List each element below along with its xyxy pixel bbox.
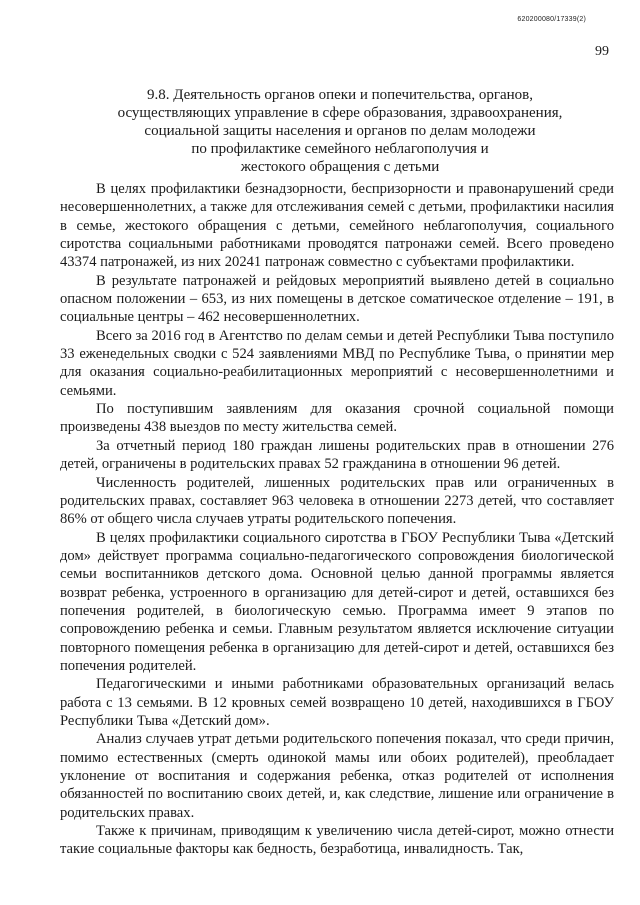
heading-line: жестокого обращения с детьми [240,159,440,175]
paragraph-prevention-patronage: В целях профилактики безнадзорности, беспризорности и правонарушений среди несовершеннолетних, а также для отслеживания семей с детьми, профилактики насилия в семье, жестокого обращения с детьми, семейного неблагополучия, социального сиротства социальными работниками проводятся патронажи семей. Всего проведено 43374 патронажей, из них 20241 патронаж совместно с субъектами профилактики. [60,181,614,271]
paragraph-deprivation-of-rights: За отчетный период 180 граждан лишены родительских прав в отношении 276 детей, ограничены в родительских правах 52 гражданина в отношении 96 детей. [60,437,614,473]
page-number: 99 [595,44,609,59]
paragraph-family-work: Педагогическими и иными работниками образовательных организаций велась работа с 13 семьями. В 12 кровных семей возвращено 10 детей, находившихся в ГБОУ Республики Тыва «Детский дом». [60,676,614,729]
section-heading [60,86,620,176]
paragraph-emergency-visits: По поступившим заявлениям для оказания срочной социальной помощи произведены 438 выездов по месту жительства семей. [60,401,614,436]
body-text [60,180,614,859]
document-code: 620200080/17339(2) [517,16,586,23]
paragraph-agency-reports: Всего за 2016 год в Агентство по делам семьи и детей Республики Тыва поступило 33 еженедельных сводки с 524 заявлениями МВД по Республике Тыва, о принятии мер для оказания социально-реабилитационных мероприятий с несовершеннолетними и семьями. [60,327,614,399]
heading-line: по профилактике семейного неблагополучия и [191,141,489,157]
heading-line: осуществляющих управление в сфере образования, здравоохранения, [117,105,563,121]
paragraph-orphanage-program: В целях профилактики социального сиротства в ГБОУ Республики Тыва «Детский дом» действует программа социально-педагогического сопровождения биологической семьи воспитанников детского дома. Основной целью данной программы является возврат ребенка, устроенного в организацию для детей-сирот и детей, оставшихся без попечения родителей, в биологическую семью. Программа имеет 9 этапов по сопровождению ребенка и семьи. Главным результатом является исключение ситуации повторного помещения ребенка в организацию для детей-сирот и детей, оставшихся без попечения родителей. [60,529,614,674]
paragraph-analysis: Анализ случаев утрат детьми родительского попечения показал, что среди причин, помимо естественных (смерть одинокой мамы или обоих родителей), преобладает уклонение от воспитания и содержания ребенка, отказ родителей от исполнения обязанностей по воспитанию своих детей, и, как следствие, лишение или ограничение в родительских правах. [60,731,614,821]
paragraph-parent-count: Численность родителей, лишенных родительских прав или ограниченных в родительских правах, составляет 963 человека в отношении 2273 детей, что составляет 86% от общего числа случаев утраты родительского попечения. [60,474,614,528]
heading-line: социальной защиты населения и органов по делам молодежи [144,123,536,139]
paragraph-social-factors: Также к причинам, приводящим к увеличению числа детей-сирот, можно отнести такие социальные факторы как бедность, безработица, инвалидность. Так, [60,823,614,858]
paragraph-raid-results: В результате патронажей и рейдовых мероприятий выявлено детей в социально опасном положении – 653, из них помещены в детское соматическое отделение – 191, в социальные центры – 462 несовершеннолетних. [60,272,614,326]
heading-line: 9.8. Деятельность органов опеки и попечительства, органов, [146,87,534,103]
